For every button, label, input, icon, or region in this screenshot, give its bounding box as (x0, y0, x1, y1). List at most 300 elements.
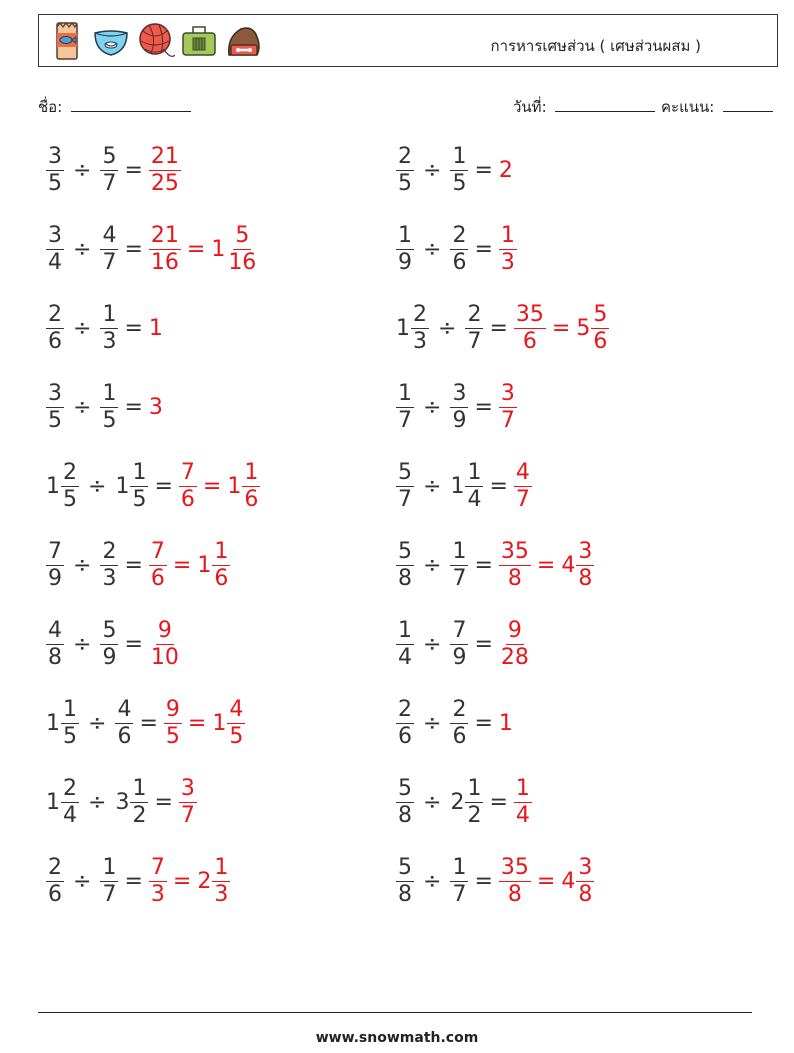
equals-sign: = (474, 157, 493, 183)
answer (149, 538, 230, 591)
answer (499, 711, 514, 736)
dividend-fraction (411, 301, 429, 354)
answer (499, 538, 594, 591)
dividend-whole: 1 (396, 315, 410, 341)
problem-row (396, 458, 532, 514)
answer-value (149, 854, 167, 907)
problem-row (46, 300, 164, 356)
problem-row (396, 379, 517, 435)
answer-equals-sign: = (186, 236, 206, 262)
dividend-fraction (46, 301, 64, 354)
problem-row (46, 695, 245, 751)
problem-row (396, 142, 514, 198)
answer-mixed-numerator: 1 (244, 459, 259, 485)
dividend-numerator: 3 (48, 143, 62, 169)
dividend (396, 222, 414, 275)
dividend-denominator: 8 (48, 644, 62, 670)
dividend-fraction (396, 696, 414, 749)
answer-value-fraction (164, 696, 182, 749)
dividend-fraction (61, 696, 79, 749)
answer-value-fraction (499, 538, 531, 591)
dividend-numerator: 7 (48, 538, 62, 564)
answer-value-numerator: 35 (500, 538, 529, 564)
yarn-ball-icon (135, 19, 175, 63)
fish-bowl-icon (91, 19, 131, 63)
dividend-whole: 1 (46, 473, 60, 499)
answer (499, 380, 517, 433)
divisor-denominator: 6 (452, 723, 467, 749)
divide-sign: ÷ (73, 236, 92, 262)
divide-sign: ÷ (73, 552, 92, 578)
dividend-denominator: 9 (48, 565, 62, 591)
dividend-fraction (396, 775, 414, 828)
divisor-denominator: 2 (467, 802, 482, 828)
answer (149, 143, 181, 196)
divisor-numerator: 1 (102, 854, 117, 880)
divisor-numerator: 2 (452, 222, 467, 248)
answer (164, 696, 245, 749)
divisor-denominator: 5 (102, 407, 117, 433)
divisor-numerator: 2 (102, 538, 117, 564)
divisor (450, 617, 468, 670)
divisor-fraction (450, 380, 468, 433)
answer-value (499, 617, 531, 670)
dividend (46, 222, 64, 275)
answer-value-fraction (514, 301, 546, 354)
answer-value-denominator: 6 (522, 328, 537, 354)
divide-sign: ÷ (423, 789, 442, 815)
answer-value (514, 301, 546, 354)
dividend-numerator: 1 (398, 617, 412, 643)
problem-row (396, 537, 594, 593)
dividend-numerator: 2 (63, 775, 77, 801)
score-field (661, 95, 773, 119)
date-label: วันที่: (513, 98, 547, 116)
equals-sign: = (489, 473, 508, 499)
answer-value-denominator: 16 (150, 249, 179, 275)
answer-mixed-whole: 4 (561, 868, 576, 894)
divisor-fraction (100, 380, 118, 433)
answer-value-whole: 1 (148, 315, 163, 341)
dividend-denominator: 4 (63, 802, 77, 828)
answer-equals-sign: = (536, 552, 556, 578)
divisor-numerator: 1 (452, 143, 467, 169)
dividend (46, 301, 64, 354)
equals-sign: = (124, 631, 143, 657)
equals-sign: = (154, 789, 173, 815)
dividend-denominator: 5 (48, 170, 62, 196)
answer-value-whole: 1 (498, 710, 513, 736)
dividend-fraction (396, 854, 414, 907)
dividend-numerator: 1 (398, 380, 412, 406)
answer-value (499, 711, 514, 736)
dividend-numerator: 5 (398, 459, 412, 485)
answer-value-numerator: 7 (180, 459, 195, 485)
answer-value-denominator: 7 (500, 407, 515, 433)
problem-row (396, 774, 532, 830)
answer-mixed (197, 854, 230, 907)
dividend-fraction (396, 459, 414, 512)
answer (149, 854, 230, 907)
answer (514, 459, 532, 512)
dividend-denominator: 4 (398, 644, 412, 670)
date-blank[interactable] (555, 97, 655, 112)
answer-value-denominator: 3 (500, 249, 515, 275)
dividend-fraction (46, 380, 64, 433)
divisor-numerator: 1 (467, 775, 482, 801)
answer-value-numerator: 1 (515, 775, 530, 801)
score-label: คะแนน: (661, 98, 715, 116)
dividend-fraction (396, 380, 414, 433)
score-blank[interactable] (723, 97, 773, 112)
answer-value-fraction (499, 854, 531, 907)
dividend-denominator: 3 (413, 328, 427, 354)
divisor-numerator: 1 (452, 538, 467, 564)
divisor-denominator: 9 (452, 407, 467, 433)
answer-mixed-numerator: 4 (229, 696, 244, 722)
dividend-numerator: 2 (48, 301, 62, 327)
answer-mixed-fraction (242, 459, 260, 512)
divisor-numerator: 1 (452, 854, 467, 880)
answer (499, 158, 514, 183)
divisor (450, 696, 468, 749)
dividend-fraction (46, 143, 64, 196)
answer-equals-sign: = (172, 868, 192, 894)
dividend-denominator: 5 (63, 486, 77, 512)
dividend-fraction (46, 222, 64, 275)
answer-value-numerator: 3 (180, 775, 195, 801)
divisor-denominator: 3 (102, 565, 117, 591)
answer-mixed (576, 301, 609, 354)
answer-value-denominator: 7 (515, 486, 530, 512)
dividend-fraction (396, 143, 414, 196)
divisor (115, 775, 148, 828)
divisor-denominator: 2 (132, 802, 147, 828)
answer-mixed (561, 854, 594, 907)
dividend-denominator: 4 (48, 249, 62, 275)
equals-sign: = (474, 631, 493, 657)
answer-value-fraction (149, 222, 181, 275)
dividend (396, 775, 414, 828)
answer-value-fraction (179, 459, 197, 512)
dividend (396, 538, 414, 591)
divisor-fraction (450, 143, 468, 196)
divide-sign: ÷ (88, 710, 107, 736)
divide-sign: ÷ (438, 315, 457, 341)
answer-mixed-whole: 1 (212, 710, 227, 736)
equals-sign: = (124, 236, 143, 262)
divisor-denominator: 5 (452, 170, 467, 196)
answer-value (499, 538, 531, 591)
divisor-denominator: 7 (452, 881, 467, 907)
dividend-numerator: 2 (63, 459, 77, 485)
equals-sign: = (474, 236, 493, 262)
answer-value-denominator: 8 (507, 565, 522, 591)
divisor (100, 538, 118, 591)
answer-value (149, 538, 167, 591)
equals-sign: = (489, 789, 508, 815)
answer-mixed-fraction (226, 222, 258, 275)
answer-value (499, 158, 514, 183)
dividend-numerator: 2 (413, 301, 427, 327)
divide-sign: ÷ (88, 473, 107, 499)
answer (149, 222, 258, 275)
dividend (46, 617, 64, 670)
divisor-whole: 1 (450, 473, 465, 499)
divisor-fraction (465, 459, 483, 512)
divide-sign: ÷ (73, 157, 92, 183)
divisor (115, 459, 148, 512)
divisor-whole: 2 (450, 789, 465, 815)
footer-url: www.snowmath.com (315, 1030, 479, 1046)
equals-sign: = (124, 157, 143, 183)
answer-value (499, 380, 517, 433)
answer-mixed-numerator: 1 (214, 538, 229, 564)
dividend-numerator: 5 (398, 538, 412, 564)
answer-value-numerator: 3 (500, 380, 515, 406)
equals-sign: = (124, 394, 143, 420)
divisor-fraction (100, 143, 118, 196)
divide-sign: ÷ (423, 473, 442, 499)
divisor-denominator: 3 (102, 328, 117, 354)
divisor (450, 222, 468, 275)
dividend-fraction (46, 538, 64, 591)
divisor-numerator: 2 (452, 696, 467, 722)
dividend-numerator: 3 (48, 380, 62, 406)
answer-mixed-whole: 1 (211, 236, 226, 262)
dividend-numerator: 2 (48, 854, 62, 880)
answer-value-numerator: 21 (150, 143, 179, 169)
divisor (100, 617, 118, 670)
equals-sign: = (474, 710, 493, 736)
answer-mixed-denominator: 3 (214, 881, 229, 907)
dividend-denominator: 5 (48, 407, 62, 433)
dividend-fraction (396, 617, 414, 670)
divisor-denominator: 9 (452, 644, 467, 670)
answer (179, 775, 197, 828)
answer-mixed-denominator: 6 (244, 486, 259, 512)
dividend-whole: 1 (46, 710, 60, 736)
name-blank[interactable] (71, 97, 191, 112)
equals-sign: = (124, 552, 143, 578)
divisor (100, 380, 118, 433)
answer-value-denominator: 8 (507, 881, 522, 907)
equals-sign: = (154, 473, 173, 499)
dividend-denominator: 6 (398, 723, 412, 749)
answer-value-denominator: 5 (165, 723, 180, 749)
answer-mixed-fraction (212, 538, 230, 591)
answer-value (499, 854, 531, 907)
dividend-denominator: 8 (398, 881, 412, 907)
divisor-denominator: 6 (452, 249, 467, 275)
answer-mixed-fraction (576, 538, 594, 591)
answer-mixed (211, 222, 258, 275)
equals-sign: = (474, 552, 493, 578)
divisor-numerator: 3 (452, 380, 467, 406)
divisor-numerator: 1 (102, 301, 117, 327)
answer (499, 854, 594, 907)
answer-value (514, 459, 532, 512)
divisor (450, 538, 468, 591)
dividend (46, 459, 79, 512)
divisor-fraction (130, 775, 148, 828)
dividend-denominator: 6 (48, 881, 62, 907)
answer-value-numerator: 1 (500, 222, 515, 248)
answer-equals-sign: = (202, 473, 222, 499)
equals-sign: = (124, 315, 143, 341)
dividend-fraction (46, 617, 64, 670)
dividend-numerator: 2 (398, 143, 412, 169)
problem-row (46, 774, 197, 830)
answer-mixed-fraction (576, 854, 594, 907)
answer (179, 459, 260, 512)
problem-row (46, 458, 260, 514)
answer-value-fraction (514, 775, 532, 828)
divide-sign: ÷ (423, 631, 442, 657)
divisor (100, 854, 118, 907)
divisor-fraction (465, 775, 483, 828)
answer-value-denominator: 4 (515, 802, 530, 828)
answer-mixed (212, 696, 245, 749)
equals-sign: = (474, 394, 493, 420)
answer-value (164, 696, 182, 749)
problem-row (396, 853, 594, 909)
answer-value (149, 395, 164, 420)
answer-value (179, 775, 197, 828)
divisor (100, 143, 118, 196)
divisor-numerator: 5 (102, 143, 117, 169)
dividend-whole: 1 (46, 789, 60, 815)
divisor-fraction (450, 696, 468, 749)
divisor (450, 459, 483, 512)
dividend-denominator: 7 (398, 486, 412, 512)
dividend-fraction (61, 775, 79, 828)
dividend (396, 459, 414, 512)
answer-mixed-denominator: 6 (214, 565, 229, 591)
divisor-denominator: 7 (102, 881, 117, 907)
dividend-numerator: 1 (398, 222, 412, 248)
answer-value-denominator: 7 (180, 802, 195, 828)
divisor-denominator: 6 (117, 723, 132, 749)
answer-mixed-fraction (591, 301, 609, 354)
divisor-fraction (450, 617, 468, 670)
answer-value (179, 459, 197, 512)
dividend-fraction (396, 538, 414, 591)
answer-value-fraction (179, 775, 197, 828)
answer-value (514, 775, 532, 828)
dividend (396, 696, 414, 749)
equals-sign: = (489, 315, 508, 341)
dividend-fraction (46, 854, 64, 907)
answer-value-fraction (499, 617, 531, 670)
dividend (46, 143, 64, 196)
answer (149, 395, 164, 420)
divisor-fraction (115, 696, 133, 749)
divisor (100, 222, 118, 275)
answer-value (149, 222, 181, 275)
answer-mixed-denominator: 16 (228, 249, 257, 275)
divisor (450, 380, 468, 433)
pet-carrier-icon (179, 19, 219, 63)
answer-value-whole: 2 (498, 157, 513, 183)
divisor-denominator: 5 (132, 486, 147, 512)
answer-mixed-numerator: 3 (578, 538, 593, 564)
answer-mixed-denominator: 5 (229, 723, 244, 749)
divisor-fraction (450, 854, 468, 907)
answer-value-fraction (499, 222, 517, 275)
dividend-fraction (61, 459, 79, 512)
answer-value-denominator: 6 (180, 486, 195, 512)
divide-sign: ÷ (423, 710, 442, 736)
dividend (396, 301, 429, 354)
name-field (38, 95, 191, 119)
answer (499, 617, 531, 670)
divisor-denominator: 7 (102, 170, 117, 196)
divisor-numerator: 5 (102, 617, 117, 643)
answer-value-fraction (499, 380, 517, 433)
divide-sign: ÷ (73, 631, 92, 657)
answer-mixed-denominator: 8 (578, 881, 593, 907)
divide-sign: ÷ (88, 789, 107, 815)
dividend-denominator: 5 (63, 723, 77, 749)
dividend-numerator: 5 (398, 854, 412, 880)
header-icons (47, 19, 263, 63)
divisor-denominator: 7 (102, 249, 117, 275)
problem-row (46, 221, 258, 277)
answer (514, 775, 532, 828)
answer (514, 301, 609, 354)
answer-value-denominator: 6 (150, 565, 165, 591)
answer-mixed-denominator: 8 (578, 565, 593, 591)
equals-sign: = (139, 710, 158, 736)
divisor (465, 301, 483, 354)
dividend (46, 854, 64, 907)
answer-value-fraction (149, 854, 167, 907)
answer-value (149, 617, 181, 670)
answer-value-denominator: 25 (150, 170, 179, 196)
problem-row (46, 537, 230, 593)
divisor-numerator: 4 (117, 696, 132, 722)
dividend (46, 538, 64, 591)
dividend-numerator: 4 (48, 617, 62, 643)
dividend-denominator: 8 (398, 802, 412, 828)
answer-equals-sign: = (187, 710, 207, 736)
divisor-numerator: 7 (452, 617, 467, 643)
answer (149, 316, 164, 341)
answer-mixed-whole: 1 (227, 473, 242, 499)
divisor-fraction (450, 222, 468, 275)
dog-bed-icon (223, 19, 263, 63)
answer-value-numerator: 9 (165, 696, 180, 722)
divisor-fraction (100, 301, 118, 354)
dividend (46, 696, 79, 749)
divisor (450, 775, 483, 828)
equals-sign: = (474, 868, 493, 894)
fish-food-bag-icon (47, 19, 87, 63)
dividend-denominator: 8 (398, 565, 412, 591)
divisor-whole: 3 (115, 789, 130, 815)
answer-equals-sign: = (172, 552, 192, 578)
divisor-numerator: 1 (132, 459, 147, 485)
answer (149, 617, 181, 670)
footer-divider (38, 1012, 752, 1013)
divisor-fraction (100, 538, 118, 591)
divide-sign: ÷ (423, 394, 442, 420)
worksheet-title: การหารเศษส่วน ( เศษส่วนผสม ) (490, 37, 701, 55)
divide-sign: ÷ (423, 552, 442, 578)
divisor-fraction (100, 854, 118, 907)
answer-equals-sign: = (536, 868, 556, 894)
